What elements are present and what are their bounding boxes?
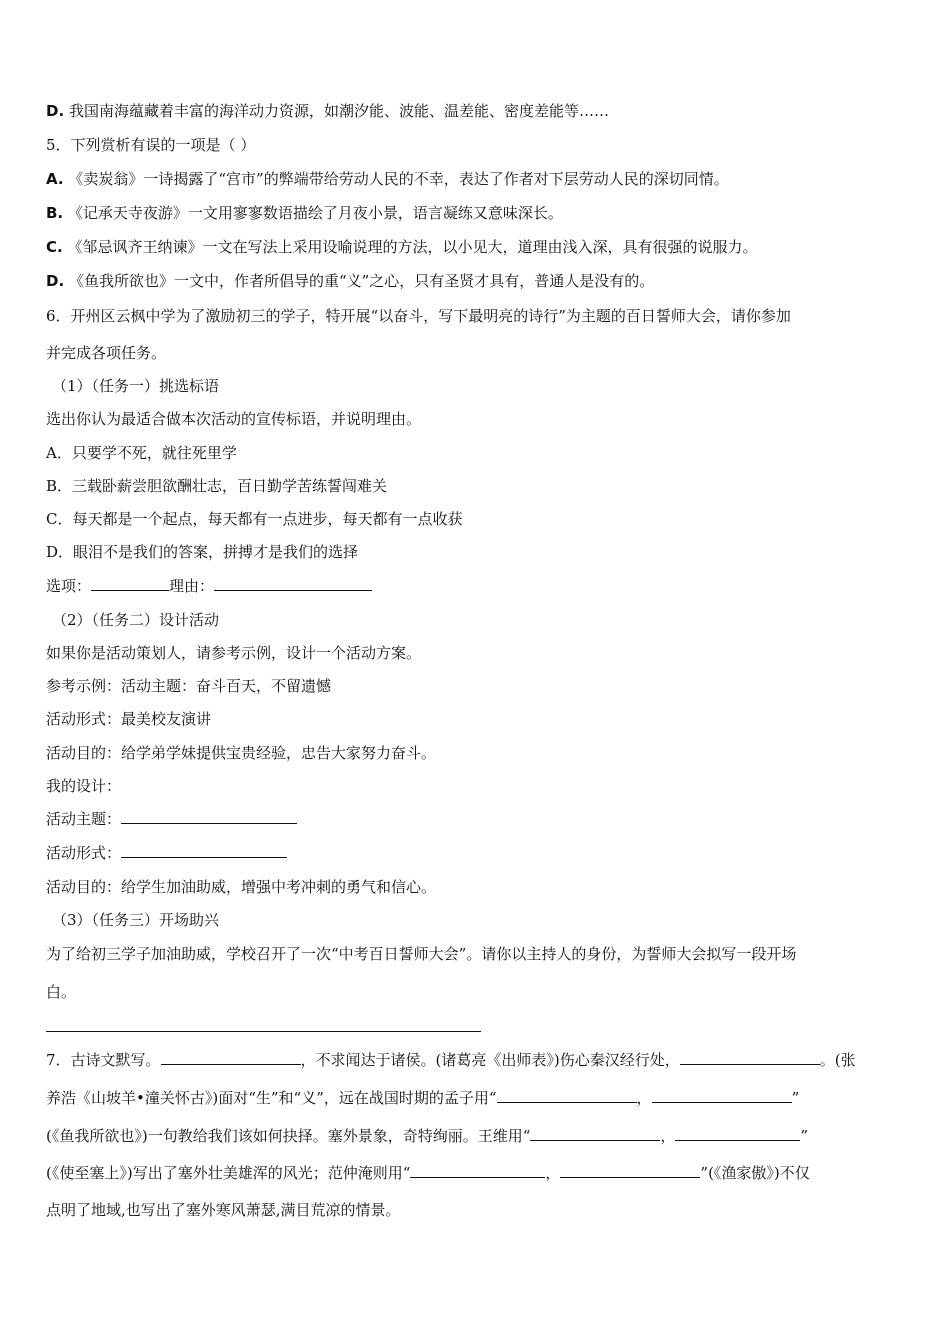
task3-answer-line[interactable] bbox=[46, 1031, 481, 1032]
q6-stem-line1: 6．开州区云枫中学为了激励初三的学子，特开展“以奋斗，写下最明亮的诗行”为主题的百日誓师大会，请你参加 bbox=[46, 307, 791, 325]
task2-theme-line: 活动主题： bbox=[46, 809, 297, 829]
task2-purpose: 活动目的：给学生加油助威，增强中考冲刺的勇气和信心。 bbox=[46, 878, 437, 896]
task2-heading: （2）（任务二）设计活动 bbox=[52, 611, 220, 629]
task1-option-c: C．每天都是一个起点，每天都有一点进步，每天都有一点收获 bbox=[46, 510, 463, 528]
task1-option-a: A．只要学不死，就往死里学 bbox=[46, 444, 237, 462]
task1-option-d: D．眼泪不是我们的答案，拼搏才是我们的选择 bbox=[46, 543, 359, 561]
q5-option-a: A. 《卖炭翁》一诗揭露了“宫市”的弊端带给劳动人民的不幸，表达了作者对下层劳动人民的深切同情。 bbox=[46, 170, 729, 188]
q7-line5: 点明了地域,也写出了塞外寒风萧瑟,满目荒凉的情景。 bbox=[46, 1201, 401, 1219]
task1-heading: （1）（任务一）挑选标语 bbox=[52, 377, 220, 395]
q4-option-d: D. 我国南海蕴藏着丰富的海洋动力资源，如潮汐能、波能、温差能、密度差能等…… bbox=[46, 102, 609, 120]
task2-prompt: 如果你是活动策划人，请参考示例，设计一个活动方案。 bbox=[46, 644, 422, 662]
q7-line2: 养浩《山坡羊•潼关怀古》)面对“生”和“义”，远在战国时期的孟子用“ ， ” bbox=[46, 1089, 800, 1107]
q7-blank-6[interactable] bbox=[675, 1126, 800, 1141]
task2-example-form: 活动形式：最美校友演讲 bbox=[46, 710, 212, 728]
task1-prompt: 选出你认为最适合做本次活动的宣传标语，并说明理由。 bbox=[46, 410, 422, 428]
task3-heading: （3）（任务三）开场助兴 bbox=[52, 911, 220, 929]
task3-prompt-line2: 白。 bbox=[46, 983, 77, 1001]
q5-option-b: B. 《记承天寺夜游》一文用寥寥数语描绘了月夜小景，语言凝练又意味深长。 bbox=[46, 204, 563, 222]
theme-blank[interactable] bbox=[121, 809, 297, 824]
q5-stem: 5．下列赏析有误的一项是（ ） bbox=[46, 136, 256, 154]
form-blank[interactable] bbox=[121, 843, 287, 858]
reason-blank[interactable] bbox=[214, 576, 372, 591]
q6-stem-line2: 并完成各项任务。 bbox=[46, 344, 167, 362]
q5-option-c: C. 《邹忌讽齐王纳谏》一文在写法上采用设喻说理的方法，以小见大，道理由浅入深，具有很强的说服力。 bbox=[46, 238, 758, 256]
q7-blank-4[interactable] bbox=[652, 1088, 792, 1103]
task1-answer-line: 选项： 理由： bbox=[46, 576, 372, 596]
q7-line4: (《使至塞上》)写出了塞外壮美雄浑的风光；范仲淹则用“ ， ”(《渔家傲》)不仅 bbox=[46, 1164, 810, 1182]
q7-line1: 7．古诗文默写。 ，不求闻达于诸侯。(诸葛亮《出师表》)伤心秦汉经行处， 。(张 bbox=[46, 1051, 856, 1069]
q5-option-d: D. 《鱼我所欲也》一文中，作者所倡导的重“义”之心，只有圣贤才具有，普通人是没有的。 bbox=[46, 272, 655, 290]
q7-blank-8[interactable] bbox=[560, 1163, 700, 1178]
option-blank[interactable] bbox=[91, 576, 169, 591]
task1-option-b: B．三载卧薪尝胆欲酬壮志，百日勤学苦练誓闯难关 bbox=[46, 477, 388, 495]
q7-blank-5[interactable] bbox=[530, 1126, 660, 1141]
q7-blank-2[interactable] bbox=[680, 1050, 820, 1065]
task2-form-line: 活动形式： bbox=[46, 843, 287, 863]
q7-line3: (《鱼我所欲也》)一句教给我们该如何抉择。塞外景象，奇特绚丽。王维用“ ， ” bbox=[46, 1127, 809, 1145]
q7-blank-3[interactable] bbox=[497, 1088, 637, 1103]
q7-blank-1[interactable] bbox=[161, 1050, 301, 1065]
task2-my-design: 我的设计： bbox=[46, 777, 122, 795]
task2-example-theme: 参考示例：活动主题：奋斗百天，不留遗憾 bbox=[46, 677, 332, 695]
task2-example-purpose: 活动目的：给学弟学妹提供宝贵经验，忠告大家努力奋斗。 bbox=[46, 744, 437, 762]
q7-blank-7[interactable] bbox=[410, 1163, 545, 1178]
task3-prompt-line1: 为了给初三学子加油助威，学校召开了一次“中考百日誓师大会”。请你以主持人的身份，为誓师大会拟写一段开场 bbox=[46, 945, 797, 963]
